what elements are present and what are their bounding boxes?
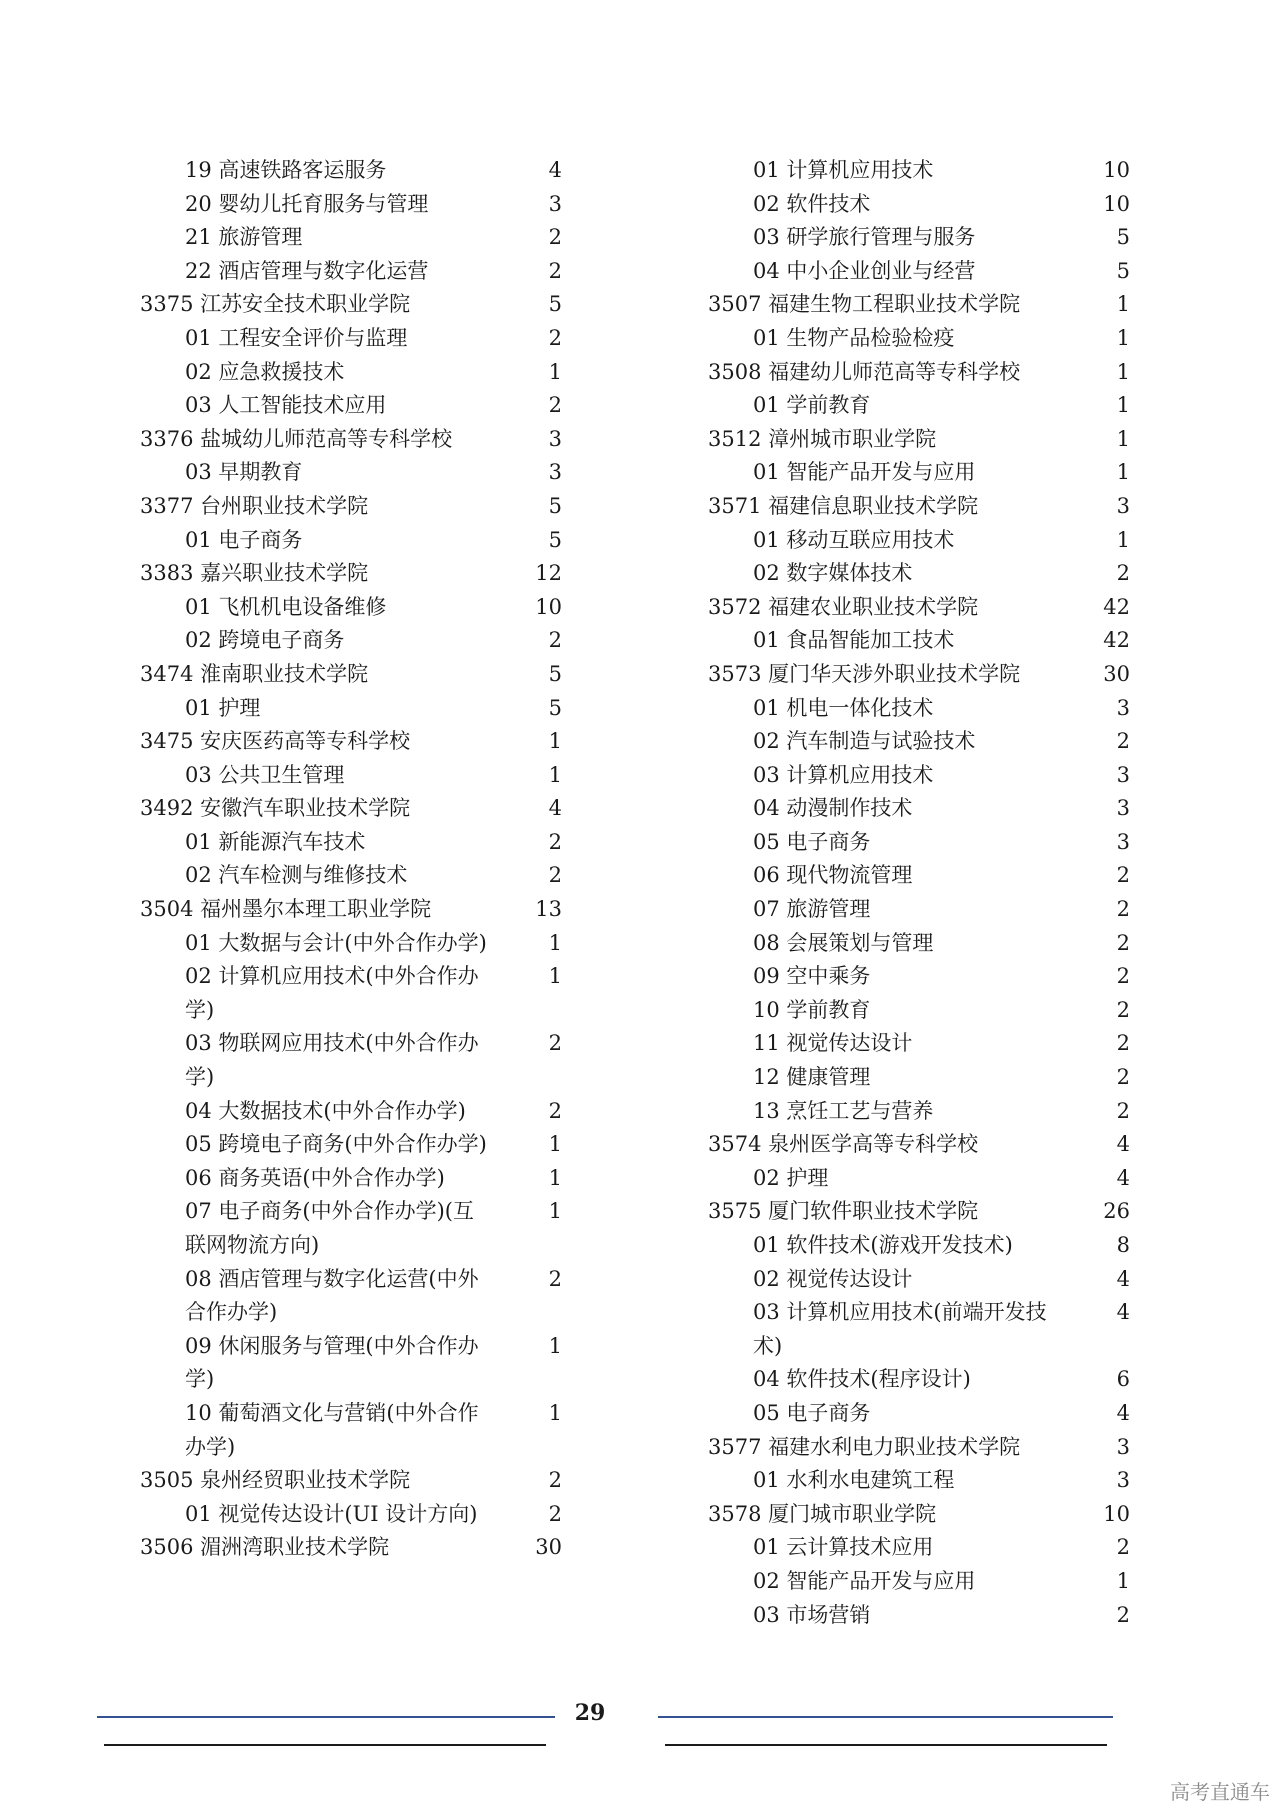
enrollment-count: 3 [548,191,562,216]
enrollment-count: 1 [1116,292,1130,317]
school-row [708,490,1130,524]
major-name: 01 大数据与会计(中外合作办学) [185,930,487,955]
major-row [162,1027,562,1094]
major-row [730,1061,1130,1095]
school-row [140,557,562,591]
school-row [140,792,562,826]
major-row [730,154,1130,188]
major-name: 01 视觉传达设计(UI 设计方向) [185,1501,478,1526]
enrollment-count: 1 [548,1132,562,1157]
major-name: 01 软件技术(游戏开发技术) [753,1233,1013,1257]
major-row [730,960,1130,994]
major-name: 04 动漫制作技术 [753,796,913,821]
enrollment-count: 2 [1116,964,1130,989]
enrollment-count: 3 [1116,1468,1130,1493]
major-name: 02 视觉传达设计 [753,1266,913,1291]
enrollment-count: 42 [1103,628,1130,653]
enrollment-count: 3 [1116,762,1130,787]
major-name: 01 食品智能加工技术 [753,628,955,653]
major-name: 01 计算机应用技术 [753,158,934,182]
enrollment-count: 2 [548,225,562,250]
major-name: 02 计算机应用技术(中外合作办学) [185,964,479,1022]
major-row [730,188,1130,222]
enrollment-count: 2 [1116,1065,1130,1090]
enrollment-count: 2 [1116,1535,1130,1560]
school-name: 3508 福建幼儿师范高等专科学校 [708,359,1021,384]
major-name: 19 高速铁路客运服务 [185,158,387,182]
school-name: 3492 安徽汽车职业技术学院 [140,796,411,821]
major-name: 03 公共卫生管理 [185,762,345,787]
enrollment-count: 2 [548,1266,562,1291]
enrollment-count: 3 [1116,829,1130,854]
major-name: 20 婴幼儿托育服务与管理 [185,191,429,216]
school-name: 3505 泉州经贸职业技术学院 [140,1468,411,1493]
major-name: 03 研学旅行管理与服务 [753,225,976,250]
major-row [730,692,1130,726]
major-name: 02 应急救援技术 [185,359,345,384]
enrollment-count: 5 [1116,225,1130,250]
major-name: 04 大数据技术(中外合作办学) [185,1098,466,1123]
enrollment-count: 2 [548,829,562,854]
major-name: 03 市场营销 [753,1602,871,1627]
major-name: 03 计算机应用技术(前端开发技术) [753,1300,1047,1358]
enrollment-count: 1 [548,1400,562,1425]
enrollment-count: 10 [1103,158,1130,182]
major-name: 05 电子商务 [753,829,871,854]
footer-rule-right [665,1744,1107,1746]
major-row [730,994,1130,1028]
enrollment-count: 1 [1116,527,1130,552]
major-name: 10 学前教育 [753,997,871,1022]
major-name: 05 跨境电子商务(中外合作办学) [185,1132,487,1157]
major-name: 02 软件技术 [753,191,871,216]
school-name: 3572 福建农业职业技术学院 [708,594,979,619]
major-row [162,759,562,793]
enrollment-count: 2 [548,628,562,653]
major-name: 03 早期教育 [185,460,303,485]
school-name: 3573 厦门华天涉外职业技术学院 [708,661,1021,686]
school-name: 3574 泉州医学高等专科学校 [708,1132,979,1157]
major-name: 09 空中乘务 [753,964,871,989]
major-name: 01 护理 [185,695,261,720]
school-row [708,1498,1130,1532]
major-name: 01 生物产品检验检疫 [753,325,955,350]
major-row [162,154,562,188]
enrollment-count: 8 [1116,1233,1130,1257]
major-row [162,1195,562,1262]
footer-rule-left [104,1744,546,1746]
enrollment-count: 1 [548,930,562,955]
enrollment-count: 1 [1116,1568,1130,1593]
major-row [162,356,562,390]
major-name: 01 机电一体化技术 [753,695,934,720]
major-name: 01 学前教育 [753,393,871,418]
major-row [162,1330,562,1397]
major-name: 13 烹饪工艺与营养 [753,1098,934,1123]
enrollment-count: 2 [1116,863,1130,888]
major-row [730,1229,1130,1263]
page-number: 29 [574,1700,606,1726]
major-name: 04 中小企业创业与经营 [753,258,976,283]
major-row [162,591,562,625]
major-row [730,792,1130,826]
enrollment-count: 1 [1116,460,1130,485]
school-row [708,658,1130,692]
enrollment-count: 13 [535,897,562,922]
enrollment-count: 10 [1103,191,1130,216]
major-row [730,1565,1130,1599]
major-name: 10 葡萄酒文化与营销(中外合作办学) [185,1400,479,1459]
major-row [730,524,1130,558]
major-name: 04 软件技术(程序设计) [753,1367,971,1392]
major-row [162,1162,562,1196]
major-name: 02 汽车检测与维修技术 [185,863,408,888]
enrollment-count: 2 [1116,1602,1130,1627]
school-name: 3578 厦门城市职业学院 [708,1501,937,1526]
school-row [140,1464,562,1498]
major-row [730,221,1130,255]
school-row [140,423,562,457]
major-row [730,624,1130,658]
enrollment-count: 3 [1116,1434,1130,1459]
school-row [708,591,1130,625]
enrollment-count: 1 [548,1199,562,1224]
major-row [730,1363,1130,1397]
enrollment-count: 3 [1116,493,1130,518]
enrollment-count: 4 [1116,1266,1130,1291]
enrollment-count: 10 [535,594,562,619]
major-name: 01 电子商务 [185,527,303,552]
enrollment-count: 30 [1103,661,1130,686]
school-name: 3512 漳州城市职业学院 [708,426,937,451]
watermark: 高考直通车 [1170,1780,1270,1804]
major-name: 01 智能产品开发与应用 [753,460,976,485]
enrollment-count: 1 [548,359,562,384]
left-column [140,154,562,1565]
major-row [730,1095,1130,1129]
school-name: 3474 淮南职业技术学院 [140,661,369,686]
major-row [162,624,562,658]
enrollment-count: 5 [548,493,562,518]
major-row [730,389,1130,423]
enrollment-count: 2 [548,1098,562,1123]
enrollment-count: 2 [1116,997,1130,1022]
enrollment-count: 10 [1103,1501,1130,1526]
enrollment-count: 2 [548,393,562,418]
major-name: 21 旅游管理 [185,225,303,250]
enrollment-count: 3 [548,460,562,485]
major-name: 01 新能源汽车技术 [185,829,366,854]
school-name: 3506 湄洲湾职业技术学院 [140,1535,390,1560]
major-name: 07 电子商务(中外合作办学)(互联网物流方向) [185,1199,474,1257]
school-row [140,1531,562,1565]
enrollment-count: 4 [548,158,562,182]
major-name: 02 护理 [753,1165,829,1190]
school-name: 3577 福建水利电力职业技术学院 [708,1434,1021,1459]
major-name: 07 旅游管理 [753,897,871,922]
footer-accent-rule-left [97,1716,555,1718]
major-name: 09 休闲服务与管理(中外合作办学) [185,1333,479,1392]
enrollment-count: 2 [548,325,562,350]
enrollment-count: 3 [1116,796,1130,821]
school-name: 3475 安庆医药高等专科学校 [140,729,411,754]
major-name: 01 移动互联应用技术 [753,527,955,552]
major-row [730,1027,1130,1061]
major-name: 01 水利水电建筑工程 [753,1468,955,1493]
school-row [140,490,562,524]
major-row [730,759,1130,793]
major-name: 06 商务英语(中外合作办学) [185,1165,445,1190]
enrollment-count: 4 [1116,1400,1130,1425]
enrollment-count: 3 [1116,695,1130,720]
enrollment-count: 1 [1116,426,1130,451]
right-column [708,154,1130,1632]
school-name: 3504 福州墨尔本理工职业学院 [140,897,432,922]
major-row [162,826,562,860]
major-row [730,859,1130,893]
enrollment-count: 4 [1116,1132,1130,1157]
major-name: 06 现代物流管理 [753,863,913,888]
major-row [162,1397,562,1464]
enrollment-count: 2 [1116,1031,1130,1056]
school-name: 3571 福建信息职业技术学院 [708,493,979,518]
major-row [730,1464,1130,1498]
enrollment-count: 5 [548,292,562,317]
major-row [730,456,1130,490]
major-row [730,1531,1130,1565]
enrollment-count: 2 [548,258,562,283]
major-name: 12 健康管理 [753,1065,871,1090]
school-row [140,288,562,322]
enrollment-count: 42 [1103,594,1130,619]
major-row [162,1128,562,1162]
enrollment-count: 1 [548,964,562,989]
major-row [730,893,1130,927]
major-row [162,1263,562,1330]
major-row [162,692,562,726]
enrollment-count: 5 [548,695,562,720]
enrollment-count: 2 [1116,930,1130,955]
major-row [730,927,1130,961]
school-row [140,658,562,692]
school-row [708,288,1130,322]
enrollment-count: 12 [535,561,562,586]
major-name: 11 视觉传达设计 [753,1031,913,1056]
school-row [708,356,1130,390]
school-name: 3507 福建生物工程职业技术学院 [708,292,1021,317]
major-name: 03 人工智能技术应用 [185,393,387,418]
school-row [708,1431,1130,1465]
major-row [162,255,562,289]
enrollment-count: 2 [1116,1098,1130,1123]
major-row [162,1095,562,1129]
footer-accent-rule-right [658,1716,1113,1718]
major-name: 02 智能产品开发与应用 [753,1568,976,1593]
major-name: 08 会展策划与管理 [753,930,934,955]
enrollment-count: 5 [548,661,562,686]
major-row [730,1397,1130,1431]
major-row [162,322,562,356]
enrollment-count: 1 [548,729,562,754]
school-name: 3375 江苏安全技术职业学院 [140,292,411,317]
enrollment-count: 4 [1116,1300,1130,1325]
enrollment-count: 1 [1116,325,1130,350]
major-row [730,322,1130,356]
major-name: 02 汽车制造与试验技术 [753,729,976,754]
enrollment-count: 5 [548,527,562,552]
major-name: 01 飞机机电设备维修 [185,594,387,619]
school-row [708,1195,1130,1229]
major-row [730,1263,1130,1297]
enrollment-count: 5 [1116,258,1130,283]
major-row [162,960,562,1027]
enrollment-count: 2 [548,1031,562,1056]
major-name: 03 计算机应用技术 [753,762,934,787]
major-row [730,255,1130,289]
enrollment-count: 1 [1116,359,1130,384]
major-row [162,1498,562,1532]
school-name: 3377 台州职业技术学院 [140,493,369,518]
major-row [730,557,1130,591]
enrollment-count: 6 [1116,1367,1130,1392]
major-row [162,389,562,423]
enrollment-count: 3 [548,426,562,451]
school-name: 3376 盐城幼儿师范高等专科学校 [140,426,453,451]
enrollment-count: 2 [1116,897,1130,922]
enrollment-count: 4 [1116,1165,1130,1190]
major-row [162,859,562,893]
major-row [730,1162,1130,1196]
major-row [162,456,562,490]
major-name: 22 酒店管理与数字化运营 [185,258,429,283]
school-row [140,725,562,759]
school-row [708,423,1130,457]
enrollment-count: 2 [548,1501,562,1526]
major-name: 01 云计算技术应用 [753,1535,934,1560]
major-name: 02 数字媒体技术 [753,561,913,586]
major-row [730,1296,1130,1363]
enrollment-count: 1 [548,762,562,787]
enrollment-count: 2 [548,863,562,888]
enrollment-count: 1 [548,1165,562,1190]
school-row [708,1128,1130,1162]
enrollment-count: 4 [548,796,562,821]
enrollment-count: 1 [548,1333,562,1358]
major-row [730,826,1130,860]
school-name: 3383 嘉兴职业技术学院 [140,561,369,586]
enrollment-count: 30 [535,1535,562,1560]
enrollment-count: 2 [1116,729,1130,754]
major-name: 03 物联网应用技术(中外合作办学) [185,1031,479,1090]
major-name: 05 电子商务 [753,1400,871,1425]
school-row [140,893,562,927]
enrollment-count: 26 [1103,1199,1130,1224]
major-name: 02 跨境电子商务 [185,628,345,653]
major-name: 08 酒店管理与数字化运营(中外合作办学) [185,1266,479,1325]
major-row [162,927,562,961]
school-name: 3575 厦门软件职业技术学院 [708,1199,979,1224]
major-row [162,524,562,558]
major-name: 01 工程安全评价与监理 [185,325,408,350]
enrollment-count: 2 [548,1468,562,1493]
enrollment-count: 2 [1116,561,1130,586]
major-row [730,725,1130,759]
enrollment-count: 1 [1116,393,1130,418]
major-row [162,188,562,222]
major-row [162,221,562,255]
major-row [730,1599,1130,1633]
